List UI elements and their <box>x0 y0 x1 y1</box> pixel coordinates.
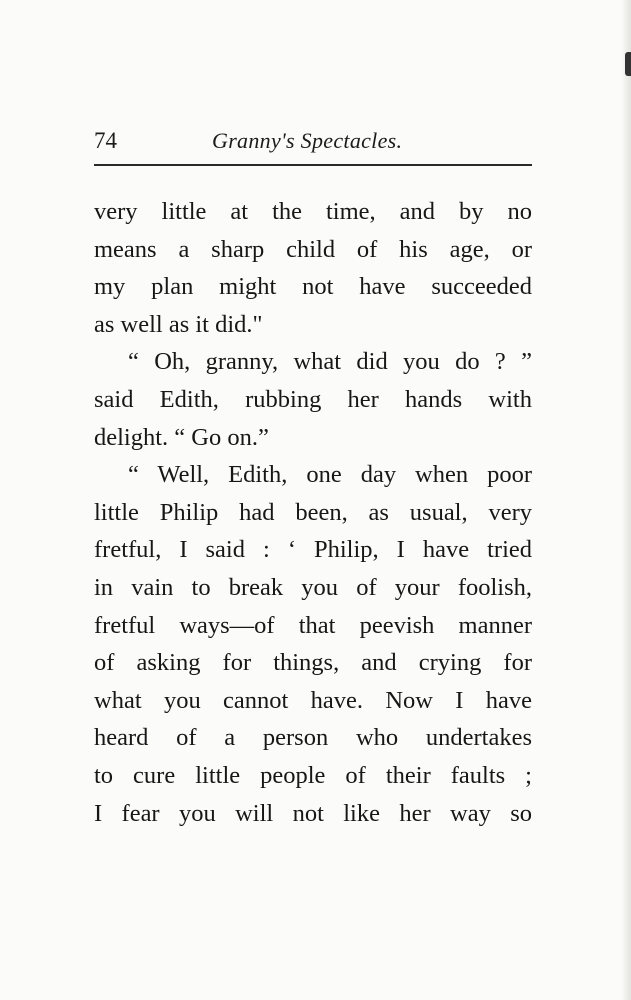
page-edge-shadow <box>621 0 631 1000</box>
running-head <box>94 128 532 162</box>
text-line: very little at the time, and by no <box>94 198 532 225</box>
text-line: delight. “ Go on.” <box>94 423 269 451</box>
text-line: said Edith, rubbing her hands with <box>94 385 532 413</box>
text-line: to cure little people of their faults ; <box>94 761 532 789</box>
text-line: means a sharp child of his age, or <box>94 235 532 263</box>
text-line: fretful ways—of that peevish manner <box>94 611 532 639</box>
text-line: my plan might not have succeeded <box>94 273 532 301</box>
text-line: I fear you will not like her way so <box>94 799 532 827</box>
text-line: in vain to break you of your foolish, <box>94 573 532 601</box>
text-line: little Philip had been, as usual, very <box>94 498 532 526</box>
text-line: fretful, I said : ‘ Philip, I have tried <box>94 536 532 564</box>
text-line: “ Oh, granny, what did you do ? ” <box>128 348 532 376</box>
text-line: of asking for things, and crying for <box>94 649 532 677</box>
text-line: as well as it did." <box>94 310 263 338</box>
text-line: “ Well, Edith, one day when poor <box>128 461 532 489</box>
running-title: Granny's Spectacles. <box>212 128 403 153</box>
text-line: heard of a person who undertakes <box>94 724 532 752</box>
edge-mark <box>625 52 631 76</box>
body-text <box>94 193 532 832</box>
page-number: 74 <box>94 128 117 153</box>
text-line: what you cannot have. Now I have <box>94 686 532 714</box>
header-rule <box>94 164 532 166</box>
